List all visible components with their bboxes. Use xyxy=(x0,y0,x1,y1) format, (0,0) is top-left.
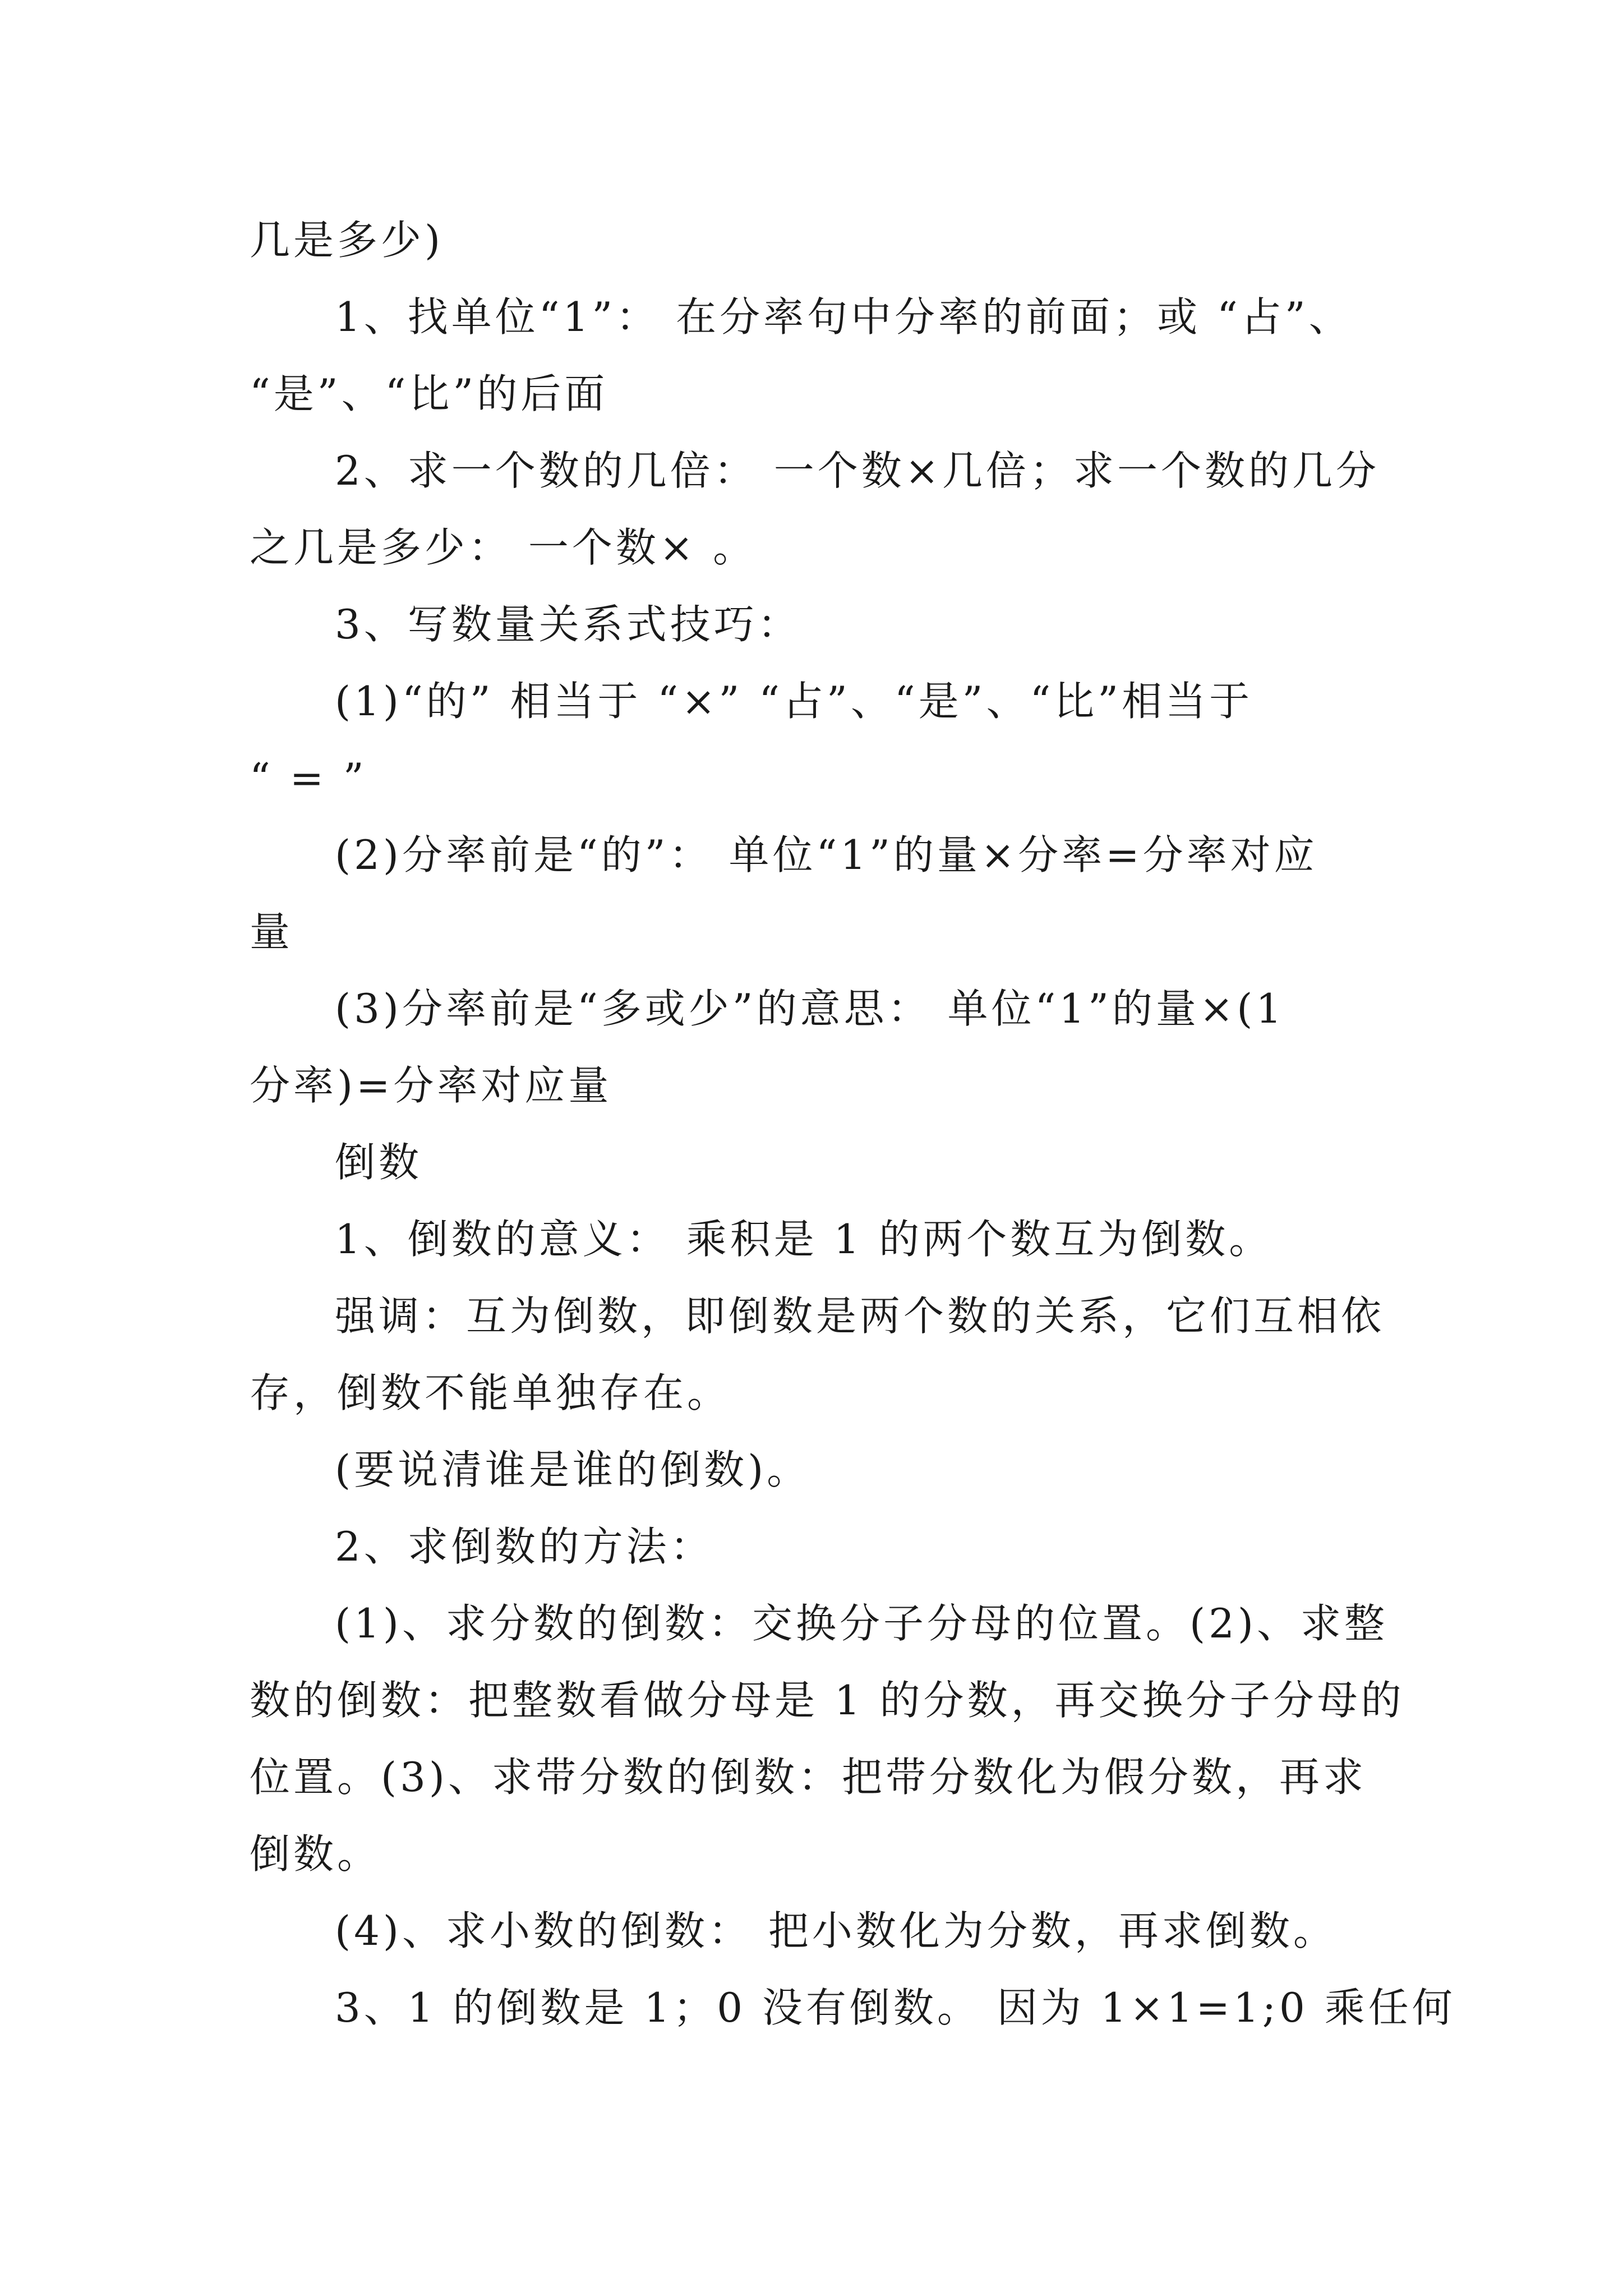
text-line: 3、1 的倒数是 1；0 没有倒数。 因为 1×1=1;0 乘任何 xyxy=(335,1984,1456,2031)
text-line: 位置。(3)、求带分数的倒数：把带分数化为假分数，再求 xyxy=(250,1754,1367,1801)
section-heading: 倒数 xyxy=(335,1139,423,1186)
text-line: “ = ” xyxy=(250,754,367,802)
text-line: “是”、“比”的后面 xyxy=(250,370,608,417)
text-line: 2、求倒数的方法： xyxy=(335,1523,714,1570)
text-line: 1、倒数的意义： 乘积是 1 的两个数互为倒数。 xyxy=(335,1216,1273,1263)
text-line: 存，倒数不能单独存在。 xyxy=(250,1369,731,1416)
text-line: 数的倒数：把整数看做分母是 1 的分数，再交换分子分母的 xyxy=(250,1677,1405,1724)
text-line: (3)分率前是“多或少”的意思： 单位“1”的量×(1 xyxy=(335,985,1285,1032)
text-line: 倒数。 xyxy=(250,1830,381,1878)
text-line: (4)、求小数的倒数： 把小数化为分数，再求倒数。 xyxy=(335,1907,1337,1954)
text-line: 1、找单位“1”： 在分率句中分率的前面；或 “占”、 xyxy=(335,293,1353,341)
text-line: (要说清谁是谁的倒数)。 xyxy=(335,1446,811,1493)
text-line: 几是多少) xyxy=(250,217,444,264)
text-line: 3、写数量关系式技巧： xyxy=(335,601,801,648)
text-line: (1)“的” 相当于 “×” “占”、“是”、“比”相当于 xyxy=(335,678,1253,725)
text-line: 强调：互为倒数，即倒数是两个数的关系，它们互相依 xyxy=(335,1292,1385,1340)
text-line: 2、求一个数的几倍： 一个数×几倍；求一个数的几分 xyxy=(335,447,1380,494)
text-line: 之几是多少： 一个数× 。 xyxy=(250,524,757,571)
text-line: 量 xyxy=(250,908,294,955)
text-line: (1)、求分数的倒数：交换分子分母的位置。(2)、求整 xyxy=(335,1600,1388,1647)
document-body xyxy=(250,202,1456,2046)
text-line: 分率)=分率对应量 xyxy=(250,1062,612,1109)
text-line: (2)分率前是“的”： 单位“1”的量×分率=分率对应 xyxy=(335,831,1318,878)
